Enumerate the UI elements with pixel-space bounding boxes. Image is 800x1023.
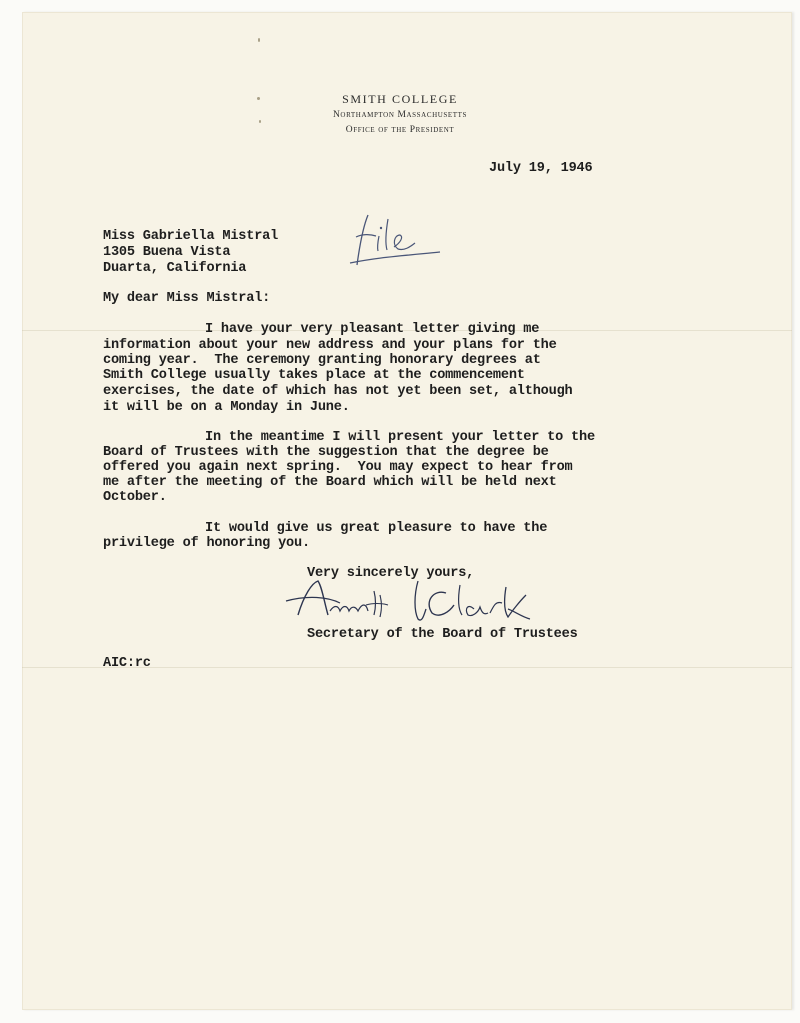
signer-title: Secretary of the Board of Trustees — [307, 627, 578, 642]
paragraph-2-line: me after the meeting of the Board which will be held next — [103, 475, 557, 490]
letterhead-location: Northampton Massachusetts — [332, 110, 468, 120]
paragraph-3-line: It would give us great pleasure to have the — [205, 521, 548, 536]
file-note-icon — [330, 203, 450, 278]
paragraph-1-line: coming year. The ceremony granting honorary degrees at — [103, 353, 541, 368]
paper-speck — [259, 120, 261, 123]
salutation: My dear Miss Mistral: — [103, 291, 271, 306]
reference-initials: AIC:rc — [103, 656, 151, 671]
recipient-name: Miss Gabriella Mistral — [103, 229, 279, 244]
handwritten-file-note — [330, 203, 450, 278]
handwritten-file-note-text — [330, 203, 332, 204]
signature-icon — [268, 565, 538, 635]
paragraph-1-line: information about your new address and your plans for the — [103, 338, 557, 353]
paragraph-3-line: privilege of honoring you. — [103, 536, 310, 551]
handwritten-signature — [268, 565, 538, 635]
letter-page — [22, 12, 792, 1010]
paragraph-2-line: October. — [103, 490, 167, 505]
paragraph-1-line: exercises, the date of which has not yet been set, although — [103, 384, 573, 399]
paper-speck — [258, 38, 260, 42]
signature-text — [268, 565, 276, 566]
letterhead-institution: SMITH COLLEGE — [342, 92, 458, 106]
recipient-street: 1305 Buena Vista — [103, 245, 231, 260]
paragraph-2-line: Board of Trustees with the suggestion that the degree be — [103, 445, 549, 460]
paragraph-1-line: it will be on a Monday in June. — [103, 400, 350, 415]
paragraph-2-line: offered you again next spring. You may expect to hear from — [103, 460, 573, 475]
paragraph-1-line: Smith College usually takes place at the commencement — [103, 368, 525, 383]
paragraph-2-line: In the meantime I will present your letter to the — [205, 430, 595, 445]
letter-date: July 19, 1946 — [489, 161, 593, 176]
letterhead-office: Office of the President — [345, 125, 455, 135]
paragraph-1-line: I have your very pleasant letter giving me — [205, 322, 540, 337]
recipient-city: Duarta, California — [103, 261, 247, 276]
closing: Very sincerely yours, — [307, 566, 475, 581]
